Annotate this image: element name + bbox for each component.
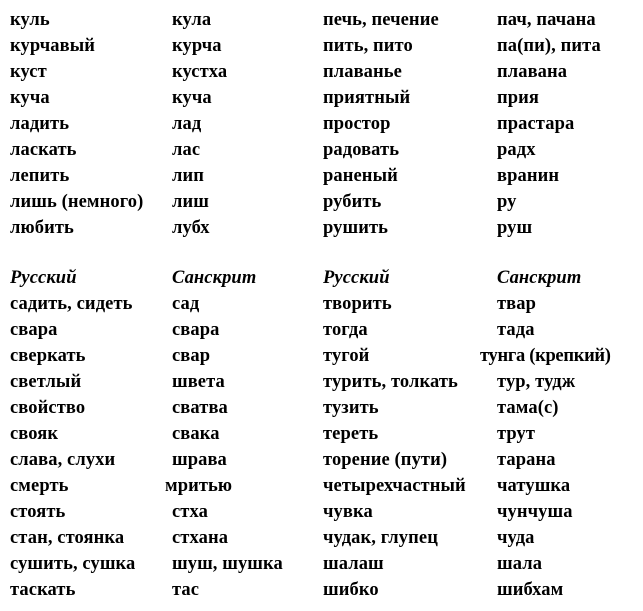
sanskrit-word: лубх	[172, 218, 210, 238]
sanskrit-word: свака	[172, 424, 220, 444]
sanskrit-word: чатушка	[497, 476, 571, 496]
table-row	[0, 7, 643, 33]
russian-word: рубить	[323, 192, 382, 212]
sanskrit-word: стха	[172, 502, 208, 522]
sanskrit-word: тунга (крепкий)	[480, 346, 611, 366]
sanskrit-word: радх	[497, 140, 536, 160]
table-row	[0, 317, 643, 343]
russian-word: лишь (немного)	[10, 192, 144, 212]
sanskrit-word: швета	[172, 372, 225, 392]
table-row	[0, 189, 643, 215]
russian-word: свояк	[10, 424, 59, 444]
sanskrit-word: шибхам	[497, 580, 564, 600]
table-row	[0, 447, 643, 473]
sanskrit-word: куча	[172, 88, 212, 108]
sanskrit-word: стхана	[172, 528, 229, 548]
sanskrit-word: лиш	[172, 192, 209, 212]
sanskrit-word: плавана	[497, 62, 568, 82]
sanskrit-word: кула	[172, 10, 212, 30]
sanskrit-word: шрава	[172, 450, 227, 470]
sanskrit-word: па(пи), пита	[497, 36, 601, 56]
russian-word: плаванье	[323, 62, 402, 82]
sanskrit-word: курча	[172, 36, 222, 56]
table-row	[0, 395, 643, 421]
russian-word: рушить	[323, 218, 389, 238]
sanskrit-word: лас	[172, 140, 201, 160]
sanskrit-word: сватва	[172, 398, 228, 418]
russian-word: тузить	[323, 398, 379, 418]
sanskrit-word: лип	[172, 166, 204, 186]
sanskrit-word: свар	[172, 346, 211, 366]
russian-word: слава, слухи	[10, 450, 116, 470]
column-header-russian: Русский	[323, 268, 390, 288]
russian-word: свара	[10, 320, 58, 340]
table-row	[0, 59, 643, 85]
russian-word: простор	[323, 114, 391, 134]
table-row	[0, 473, 643, 499]
sanskrit-word: прия	[497, 88, 540, 108]
table-row	[0, 111, 643, 137]
russian-word: чувка	[323, 502, 373, 522]
sanskrit-word: твар	[497, 294, 537, 314]
russian-word: чудак, глупец	[323, 528, 438, 548]
sanskrit-word: кустха	[172, 62, 228, 82]
table-row	[0, 33, 643, 59]
sanskrit-word: тада	[497, 320, 535, 340]
table-row	[0, 215, 643, 241]
russian-word: свойство	[10, 398, 86, 418]
sanskrit-word: шала	[497, 554, 543, 574]
russian-word: куль	[10, 10, 50, 30]
sanskrit-word: руш	[497, 218, 533, 238]
russian-word: таскать	[10, 580, 76, 600]
column-header-sanskrit: Санскрит	[172, 268, 257, 288]
table-row	[0, 577, 643, 603]
russian-word: шалаш	[323, 554, 384, 574]
russian-word: курчавый	[10, 36, 96, 56]
sanskrit-word: тас	[172, 580, 200, 600]
sanskrit-word: чуда	[497, 528, 535, 548]
russian-word: сверкать	[10, 346, 86, 366]
russian-word: пить, пито	[323, 36, 413, 56]
russian-word: торение (пути)	[323, 450, 448, 470]
russian-word: лепить	[10, 166, 70, 186]
russian-word: стан, стоянка	[10, 528, 125, 548]
russian-word: приятный	[323, 88, 411, 108]
sanskrit-word: мритью	[165, 476, 233, 496]
table-row	[0, 137, 643, 163]
russian-word: тереть	[323, 424, 379, 444]
russian-word: стоять	[10, 502, 66, 522]
sanskrit-word: сад	[172, 294, 200, 314]
table-row	[0, 343, 643, 369]
russian-word: шибко	[323, 580, 379, 600]
russian-word: светлый	[10, 372, 82, 392]
sanskrit-word: свара	[172, 320, 220, 340]
sanskrit-word: ру	[497, 192, 517, 212]
russian-word: куст	[10, 62, 47, 82]
sanskrit-word: вранин	[497, 166, 560, 186]
table-row	[0, 499, 643, 525]
sanskrit-word: тур, тудж	[497, 372, 576, 392]
column-headers	[0, 265, 643, 291]
sanskrit-word: пач, пачана	[497, 10, 596, 30]
russian-word: сушить, сушка	[10, 554, 136, 574]
table-row	[0, 551, 643, 577]
sanskrit-word: трут	[497, 424, 536, 444]
russian-word: куча	[10, 88, 50, 108]
column-header-sanskrit: Санскрит	[497, 268, 582, 288]
table-row	[0, 525, 643, 551]
russian-word: турить, толкать	[323, 372, 458, 392]
sanskrit-word: тама(с)	[497, 398, 559, 418]
sanskrit-word: шуш, шушка	[172, 554, 283, 574]
russian-word: раненый	[323, 166, 398, 186]
russian-word: радовать	[323, 140, 400, 160]
russian-word: садить, сидеть	[10, 294, 133, 314]
table-row	[0, 85, 643, 111]
column-header-russian: Русский	[10, 268, 77, 288]
russian-word: тугой	[323, 346, 370, 366]
sanskrit-word: чунчуша	[497, 502, 573, 522]
russian-word: тогда	[323, 320, 368, 340]
table-row	[0, 163, 643, 189]
sanskrit-word: прастара	[497, 114, 575, 134]
table-row	[0, 291, 643, 317]
russian-word: четырехчастный	[323, 476, 466, 496]
sanskrit-word: тарана	[497, 450, 556, 470]
russian-word: любить	[10, 218, 74, 238]
russian-word: печь, печение	[323, 10, 439, 30]
russian-word: творить	[323, 294, 392, 314]
sanskrit-word: лад	[172, 114, 202, 134]
table-row	[0, 369, 643, 395]
russian-word: ладить	[10, 114, 70, 134]
russian-word: смерть	[10, 476, 69, 496]
russian-word: ласкать	[10, 140, 77, 160]
table-row	[0, 421, 643, 447]
